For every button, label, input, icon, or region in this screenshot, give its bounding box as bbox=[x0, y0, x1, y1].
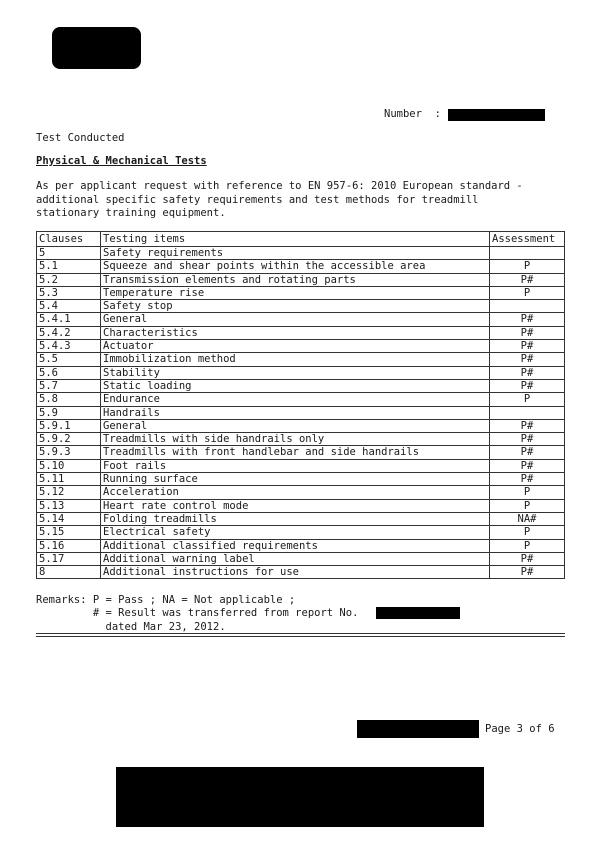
testing-item-cell: Handrails bbox=[101, 406, 490, 419]
assessment-cell: P bbox=[490, 486, 565, 499]
assessment-cell: P# bbox=[490, 552, 565, 565]
testing-item-cell: Additional instructions for use bbox=[101, 566, 490, 579]
table-row bbox=[37, 446, 565, 459]
clause-cell: 5 bbox=[37, 247, 101, 260]
assessment-cell: P# bbox=[490, 326, 565, 339]
clause-cell: 5.4 bbox=[37, 300, 101, 313]
section-title: Physical & Mechanical Tests bbox=[36, 155, 207, 167]
table-row bbox=[37, 366, 565, 379]
table-row bbox=[37, 300, 565, 313]
table-row bbox=[37, 313, 565, 326]
redacted-footer-id bbox=[357, 720, 479, 738]
table-row bbox=[37, 552, 565, 565]
clause-cell: 5.7 bbox=[37, 379, 101, 392]
clause-cell: 5.14 bbox=[37, 512, 101, 525]
clause-cell: 5.1 bbox=[37, 260, 101, 273]
assessment-cell: P# bbox=[490, 340, 565, 353]
clause-cell: 5.9 bbox=[37, 406, 101, 419]
testing-item-cell: Endurance bbox=[101, 393, 490, 406]
clause-cell: 5.9.2 bbox=[37, 433, 101, 446]
testing-item-cell: General bbox=[101, 313, 490, 326]
testing-item-cell: Treadmills with side handrails only bbox=[101, 433, 490, 446]
table-row bbox=[37, 539, 565, 552]
testing-item-cell: Additional classified requirements bbox=[101, 539, 490, 552]
assessment-cell: P# bbox=[490, 459, 565, 472]
clause-cell: 5.15 bbox=[37, 526, 101, 539]
table-row bbox=[37, 486, 565, 499]
clause-cell: 5.13 bbox=[37, 499, 101, 512]
testing-item-cell: Safety stop bbox=[101, 300, 490, 313]
redacted-footer-block bbox=[116, 767, 484, 827]
testing-item-cell: Stability bbox=[101, 366, 490, 379]
clause-cell: 5.8 bbox=[37, 393, 101, 406]
table-row bbox=[37, 326, 565, 339]
clause-cell: 5.5 bbox=[37, 353, 101, 366]
table-row bbox=[37, 459, 565, 472]
testing-item-cell: Acceleration bbox=[101, 486, 490, 499]
table-row bbox=[37, 433, 565, 446]
testing-item-cell: Safety requirements bbox=[101, 247, 490, 260]
table-row bbox=[37, 340, 565, 353]
clause-cell: 5.4.3 bbox=[37, 340, 101, 353]
assessment-cell bbox=[490, 247, 565, 260]
assessment-cell: P# bbox=[490, 433, 565, 446]
testing-item-cell: General bbox=[101, 419, 490, 432]
clause-cell: 5.6 bbox=[37, 366, 101, 379]
testing-item-cell: Squeeze and shear points within the accessible area bbox=[101, 260, 490, 273]
remarks-line-2: # = Result was transferred from report No. bbox=[36, 607, 359, 620]
assessment-cell: P bbox=[490, 393, 565, 406]
assessment-cell bbox=[490, 406, 565, 419]
clause-cell: 5.9.3 bbox=[37, 446, 101, 459]
clause-cell: 5.10 bbox=[37, 459, 101, 472]
clause-cell: 5.17 bbox=[37, 552, 101, 565]
clause-cell: 5.3 bbox=[37, 286, 101, 299]
divider-line bbox=[36, 633, 565, 634]
test-conducted-label: Test Conducted bbox=[36, 132, 125, 144]
table-row bbox=[37, 379, 565, 392]
remarks-line-1: Remarks: P = Pass ; NA = Not applicable ; bbox=[36, 594, 296, 606]
assessment-cell: P bbox=[490, 499, 565, 512]
page-number: Page 3 of 6 bbox=[485, 723, 555, 735]
clause-cell: 5.11 bbox=[37, 473, 101, 486]
assessment-cell: P# bbox=[490, 353, 565, 366]
assessment-cell: P# bbox=[490, 446, 565, 459]
testing-item-cell: Heart rate control mode bbox=[101, 499, 490, 512]
assessment-cell: P# bbox=[490, 273, 565, 286]
assessment-cell: P# bbox=[490, 419, 565, 432]
clause-cell: 5.4.1 bbox=[37, 313, 101, 326]
assessment-cell: P bbox=[490, 260, 565, 273]
header-clauses: Clauses bbox=[37, 232, 101, 247]
remarks-line-3: dated Mar 23, 2012. bbox=[36, 620, 226, 633]
clause-cell: 5.16 bbox=[37, 539, 101, 552]
table-row bbox=[37, 512, 565, 525]
assessment-cell: P# bbox=[490, 366, 565, 379]
clause-cell: 5.9.1 bbox=[37, 419, 101, 432]
clause-cell: 5.4.2 bbox=[37, 326, 101, 339]
clause-cell: 8 bbox=[37, 566, 101, 579]
assessment-cell: P# bbox=[490, 313, 565, 326]
table-row bbox=[37, 419, 565, 432]
testing-item-cell: Additional warning label bbox=[101, 552, 490, 565]
testing-item-cell: Running surface bbox=[101, 473, 490, 486]
assessment-cell: P bbox=[490, 286, 565, 299]
testing-item-cell: Electrical safety bbox=[101, 526, 490, 539]
testing-item-cell: Static loading bbox=[101, 379, 490, 392]
table-row bbox=[37, 247, 565, 260]
remarks-block bbox=[36, 594, 358, 634]
testing-item-cell: Characteristics bbox=[101, 326, 490, 339]
table-row bbox=[37, 393, 565, 406]
header-assessment: Assessment bbox=[490, 232, 565, 247]
redacted-source-report-number bbox=[376, 607, 460, 619]
table-row bbox=[37, 566, 565, 579]
table-row bbox=[37, 406, 565, 419]
clause-cell: 5.2 bbox=[37, 273, 101, 286]
testing-item-cell: Foot rails bbox=[101, 459, 490, 472]
testing-item-cell: Transmission elements and rotating parts bbox=[101, 273, 490, 286]
table-header-row bbox=[37, 232, 565, 247]
table-row bbox=[37, 473, 565, 486]
divider-line bbox=[36, 636, 565, 637]
redacted-logo bbox=[52, 27, 141, 69]
table-row bbox=[37, 286, 565, 299]
testing-item-cell: Folding treadmills bbox=[101, 512, 490, 525]
header-testing-items: Testing items bbox=[101, 232, 490, 247]
assessment-cell: NA# bbox=[490, 512, 565, 525]
testing-item-cell: Actuator bbox=[101, 340, 490, 353]
report-number-label: Number : bbox=[384, 108, 441, 120]
assessment-cell: P bbox=[490, 539, 565, 552]
test-results-table bbox=[36, 231, 565, 579]
assessment-cell: P# bbox=[490, 566, 565, 579]
table-row bbox=[37, 273, 565, 286]
testing-item-cell: Temperature rise bbox=[101, 286, 490, 299]
assessment-cell bbox=[490, 300, 565, 313]
intro-paragraph: As per applicant request with reference to EN 957-6: 2010 European standard - additional specific safety requirements and test methods for treadmill stationary training equipment. bbox=[36, 180, 523, 219]
assessment-cell: P# bbox=[490, 473, 565, 486]
clause-cell: 5.12 bbox=[37, 486, 101, 499]
testing-item-cell: Treadmills with front handlebar and side handrails bbox=[101, 446, 490, 459]
testing-item-cell: Immobilization method bbox=[101, 353, 490, 366]
assessment-cell: P# bbox=[490, 379, 565, 392]
redacted-report-number bbox=[448, 109, 545, 121]
table-row bbox=[37, 499, 565, 512]
table-row bbox=[37, 353, 565, 366]
table-row bbox=[37, 260, 565, 273]
table-row bbox=[37, 526, 565, 539]
assessment-cell: P bbox=[490, 526, 565, 539]
